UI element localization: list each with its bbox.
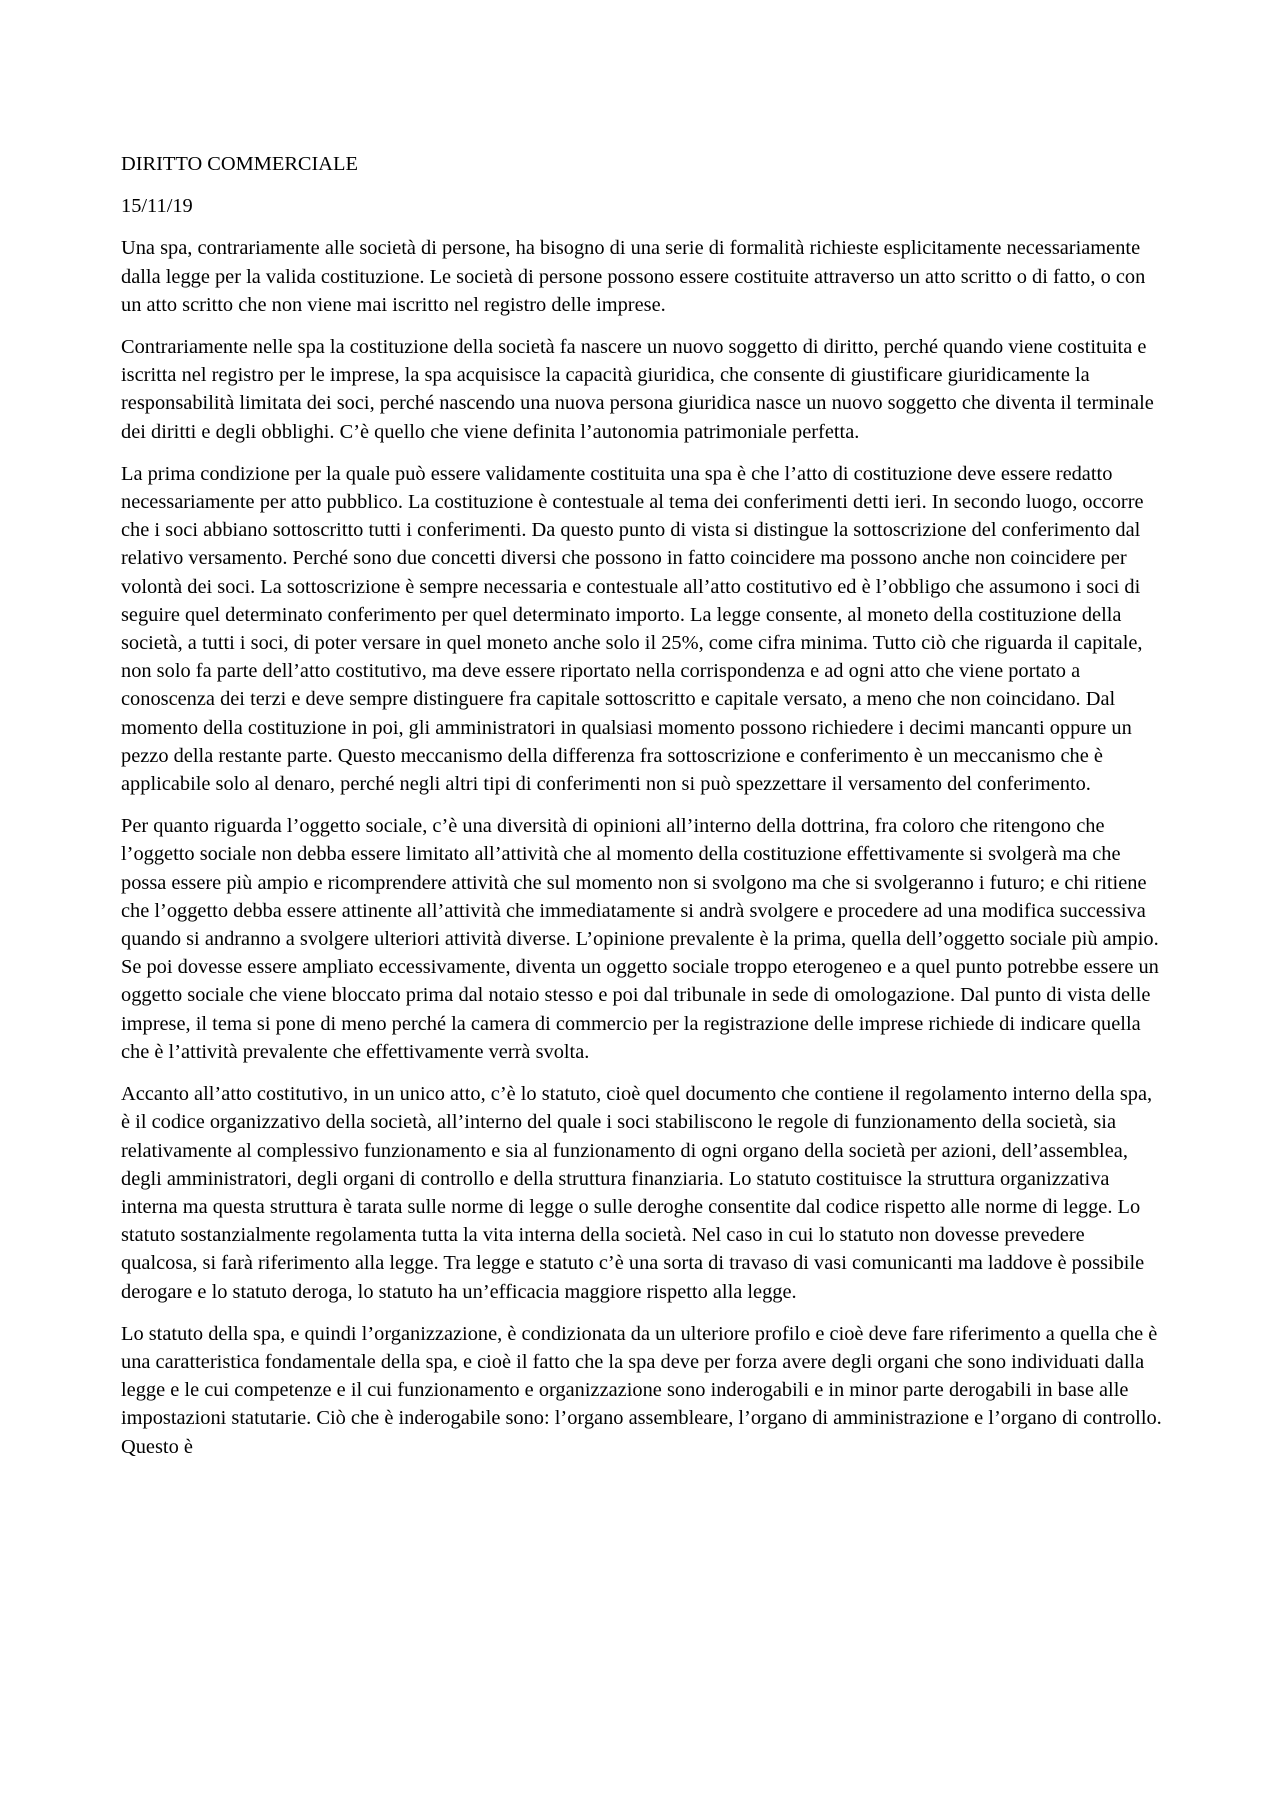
document-title: DIRITTO COMMERCIALE (121, 153, 358, 175)
paragraph-3: La prima condizione per la quale può essere validamente costituita una spa è che l’atto di costituzione deve essere redatto necessariamente per atto pubblico. La costituzione è contestuale al tema dei conferimenti detti ieri. In secondo luogo, occorre che i soci abbiano sottoscritto tutti i conferimenti. Da questo punto di vista si distingue la sottoscrizione del conferimento dal relativo versamento. Perché sono due concetti diversi che possono in fatto coincidere ma possono anche non coincidere per volontà dei soci. La sottoscrizione è sempre necessaria e contestuale all’atto costitutivo ed è l’obbligo che assumono i soci di seguire quel determinato conferimento per quel determinato importo. La legge consente, al moneto della costituzione della società, a tutti i soci, di poter versare in quel moneto anche solo il 25%, come cifra minima. Tutto ciò che riguarda il capitale, non solo fa parte dell’atto costitutivo, ma deve essere riportato nella corrispondenza e ad ogni atto che viene portato a conoscenza dei terzi e deve sempre distinguere fra capitale sottoscritto e capitale versato, a meno che non coincidano. Dal momento della costituzione in poi, gli amministratori in qualsiasi momento possono richiedere i decimi mancanti oppure un pezzo della restante parte. Questo meccanismo della differenza fra sottoscrizione e conferimento è un meccanismo che è applicabile solo al denaro, perché negli altri tipi di conferimenti non si può spezzettare il versamento del conferimento. (121, 462, 1144, 796)
paragraph-1: Una spa, contrariamente alle società di persone, ha bisogno di una serie di formalità richieste esplicitamente necessariamente dalla legge per la valida costituzione. Le società di persone possono essere costituite attraverso un atto scritto o di fatto, o con un atto scritto che non viene mai iscritto nel registro delle imprese. (121, 237, 1146, 316)
document-date: 15/11/19 (121, 195, 193, 218)
document-body (121, 150, 1165, 1475)
paragraph-4: Per quanto riguarda l’oggetto sociale, c’è una diversità di opinioni all’interno della dottrina, fra coloro che ritengono che l’oggetto sociale non debba essere limitato all’attività che al momento della costituzione effettivamente si svolgerà ma che possa essere più ampio e ricomprendere attività che sul momento non si svolgono ma che si svolgeranno i futuro; e chi ritiene che l’oggetto debba essere attinente all’attività che immediatamente si andrà svolgere e procedere ad una modifica successiva quando si andranno a svolgere ulteriori attività diverse. L’opinione prevalente è la prima, quella dell’oggetto sociale più ampio. Se poi dovesse essere ampliato eccessivamente, diventa un oggetto sociale troppo eterogeneo e a quel punto potrebbe essere un oggetto sociale che viene bloccato prima dal notaio stesso e poi dal tribunale in sede di omologazione. Dal punto di vista delle imprese, il tema si pone di meno perché la camera di commercio per la registrazione delle imprese richiede di indicare quella che è l’attività prevalente che effettivamente verrà svolta. (121, 815, 1159, 1063)
paragraph-6: Lo statuto della spa, e quindi l’organizzazione, è condizionata da un ulteriore profilo e cioè deve fare riferimento a quella che è una caratteristica fondamentale della spa, e cioè il fatto che la spa deve per forza avere degli organi che sono individuati dalla legge e le cui competenze e il cui funzionamento e organizzazione sono inderogabili e in minor parte derogabili in base alle impostazioni statutarie. Ciò che è inderogabile sono: l’organo assembleare, l’organo di amministrazione e l’organo di controllo. Questo è (121, 1322, 1162, 1458)
paragraph-5: Accanto all’atto costitutivo, in un unico atto, c’è lo statuto, cioè quel documento che contiene il regolamento interno della spa, è il codice organizzativo della società, all’interno del quale i soci stabiliscono le regole di funzionamento della società, sia relativamente al complessivo funzionamento e sia al funzionamento di ogni organo della società per azioni, dell’assemblea, degli amministratori, degli organi di controllo e della struttura finanziaria. Lo statuto costituisce la struttura organizzativa interna ma questa struttura è tarata sulle norme di legge o sulle deroghe consentite dal codice rispetto alle norme di legge. Lo statuto sostanzialmente regolamenta tutta la vita interna della società. Nel caso in cui lo statuto non dovesse prevedere qualcosa, si farà riferimento alla legge. Tra legge e statuto c’è una sorta di travaso di vasi comunicanti ma laddove è possibile derogare e lo statuto deroga, lo statuto ha un’efficacia maggiore rispetto alla legge. (121, 1083, 1153, 1303)
paragraph-2: Contrariamente nelle spa la costituzione della società fa nascere un nuovo soggetto di diritto, perché quando viene costituita e iscritta nel registro per le imprese, la spa acquisisce la capacità giuridica, che consente di giustificare giuridicamente la responsabilità limitata dei soci, perché nascendo una nuova persona giuridica nasce un nuovo soggetto che diventa il terminale dei diritti e degli obblighi. C’è quello che viene definita l’autonomia patrimoniale perfetta. (121, 336, 1154, 443)
